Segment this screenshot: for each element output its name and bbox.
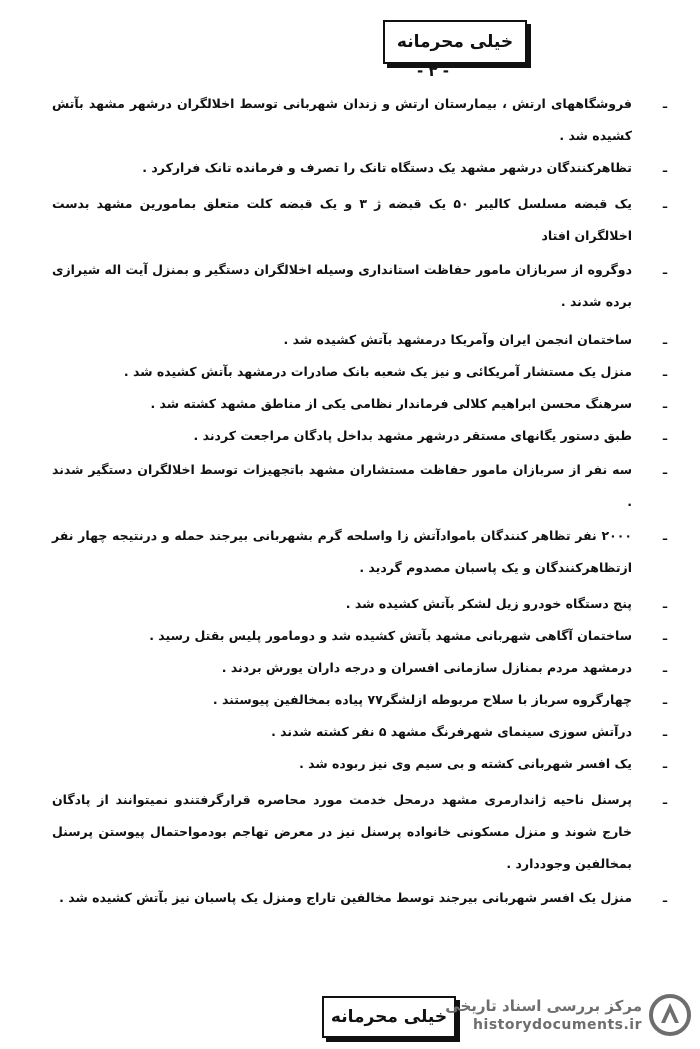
watermark-text xyxy=(445,996,642,1034)
bullet-dash: ـ xyxy=(662,528,668,543)
archive-watermark xyxy=(430,990,692,1040)
bullet-dash: ـ xyxy=(662,262,668,277)
report-item-text: سرهنگ محسن ابراهیم کلالی فرماندار نظامی یکی از مناطق مشهد کشته شد . xyxy=(150,396,632,411)
bullet-dash: ـ xyxy=(662,428,668,443)
report-items xyxy=(52,88,668,946)
report-item xyxy=(52,684,668,716)
report-item xyxy=(52,88,668,152)
report-item xyxy=(52,188,668,254)
report-item-text: درمشهد مردم بمنازل سازمانی افسران و درجه داران یورش بردند . xyxy=(221,660,632,675)
bullet-dash: ـ xyxy=(662,596,668,611)
report-item xyxy=(52,882,668,946)
bottom-confidential-stamp: خیلی محرمانه xyxy=(322,996,456,1038)
report-item xyxy=(52,748,668,784)
bullet-dash: ـ xyxy=(662,792,668,807)
watermark-url: historydocuments.ir xyxy=(473,1017,642,1033)
report-item xyxy=(52,784,668,882)
bullet-dash: ـ xyxy=(662,396,668,411)
bullet-dash: ـ xyxy=(662,660,668,675)
report-item-text: منزل یک مستشار آمریکائی و نیز یک شعبه بانک صادرات درمشهد بآتش کشیده شد . xyxy=(123,364,632,379)
report-item-text: دوگروه از سربازان مامور حفاظت استانداری وسیله اخلالگران دستگیر و بمنزل آیت اله شیرازی برده شدند . xyxy=(52,262,632,309)
report-item-text: درآتش سوزی سینمای شهرفرنگ مشهد ۵ نفر کشته شدند . xyxy=(271,724,632,739)
top-confidential-stamp: خیلی محرمانه xyxy=(383,20,527,64)
report-item xyxy=(52,254,668,324)
report-item xyxy=(52,716,668,748)
report-item-text: تظاهرکنندگان درشهر مشهد یک دستگاه تانک را تصرف و فرمانده تانک فرارکرد . xyxy=(142,160,632,175)
bullet-dash: ـ xyxy=(662,196,668,211)
report-item-text: چهارگروه سرباز با سلاح مربوطه ازلشگر۷۷ پیاده بمخالفین پیوستند . xyxy=(212,692,632,707)
report-item xyxy=(52,620,668,652)
page-number: - ۳ - xyxy=(416,62,450,80)
bullet-dash: ـ xyxy=(662,96,668,111)
report-item-text: ساختمان آگاهی شهربانی مشهد بآتش کشیده شد و دومامور پلیس بقتل رسید . xyxy=(149,628,632,643)
bullet-dash: ـ xyxy=(662,724,668,739)
report-item xyxy=(52,388,668,420)
report-item-text: ۲۰۰۰ نفر تظاهر کنندگان باموادآتش زا واسلحه گرم بشهربانی بیرجند حمله و درنتیجه چهار نفر ازتظاهرکنندگان و یک پاسبان مصدوم گردید . xyxy=(52,528,632,575)
watermark-title: مرکز بررسی اسناد تاریخی xyxy=(445,997,642,1015)
report-item-text: منزل یک افسر شهربانی بیرجند توسط مخالفین تاراج ومنزل یک پاسبان نیز بآتش کشیده شد . xyxy=(59,890,632,905)
report-item xyxy=(52,454,668,520)
report-item xyxy=(52,324,668,356)
report-item xyxy=(52,588,668,620)
report-item-text: پنج دستگاه خودرو زیل لشکر بآتش کشیده شد . xyxy=(345,596,632,611)
bullet-dash: ـ xyxy=(662,332,668,347)
archive-logo-icon xyxy=(648,993,692,1037)
report-item-text: یک قبضه مسلسل کالیبر ۵۰ یک قبضه ژ ۳ و یک قبضه کلت متعلق بمامورین مشهد بدست اخلالگران افتاد xyxy=(52,196,632,243)
bullet-dash: ـ xyxy=(662,160,668,175)
report-item xyxy=(52,520,668,588)
report-item-text: سه نفر از سربازان مامور حفاظت مستشاران مشهد باتجهیزات توسط اخلالگران دستگیر شدند . xyxy=(52,462,632,509)
bullet-dash: ـ xyxy=(662,462,668,477)
bullet-dash: ـ xyxy=(662,890,668,905)
report-item xyxy=(52,652,668,684)
report-item-text: پرسنل ناحیه ژاندارمری مشهد درمحل خدمت مورد محاصره قرارگرفتندو نمیتوانند از پادگان خارج شوند و منزل مسکونی خانواده پرسنل نیز در معرض تهاجم بودمواحتمال پیوستن پرسنل بمخالفین وجوددارد . xyxy=(52,792,632,871)
report-item xyxy=(52,152,668,188)
report-item-text: فروشگاههای ارتش ، بیمارستان ارتش و زندان شهربانی توسط اخلالگران درشهر مشهد بآتش کشیده شد . xyxy=(52,96,632,143)
report-item xyxy=(52,356,668,388)
report-item-text: طبق دستور یگانهای مستقر درشهر مشهد بداخل پادگان مراجعت کردند . xyxy=(193,428,632,443)
bullet-dash: ـ xyxy=(662,692,668,707)
report-item xyxy=(52,420,668,454)
report-item-text: یک افسر شهربانی کشته و بی سیم وی نیز ربوده شد . xyxy=(299,756,632,771)
bullet-dash: ـ xyxy=(662,364,668,379)
bullet-dash: ـ xyxy=(662,756,668,771)
report-item-text: ساختمان انجمن ایران وآمریکا درمشهد بآتش کشیده شد . xyxy=(283,332,632,347)
bullet-dash: ـ xyxy=(662,628,668,643)
